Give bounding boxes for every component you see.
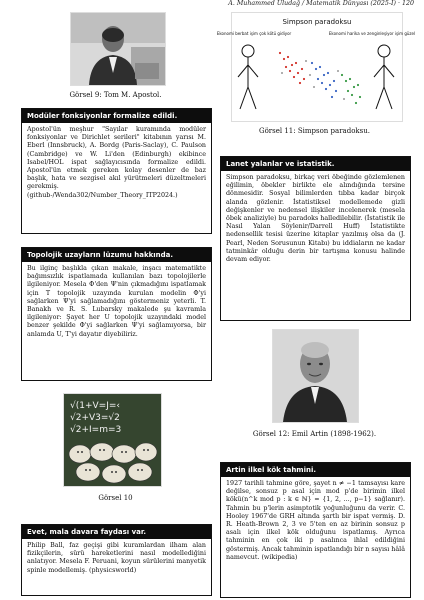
left-speech-bubble: Ekonomi berbat işim çok kötü gidiyor — [216, 31, 292, 36]
ball-box — [21, 524, 212, 596]
apostol-portrait-illustration — [71, 13, 165, 85]
modular-box — [21, 108, 212, 234]
board-line-2: √2+V3=√2 — [70, 413, 120, 423]
sheep-chalkboard-illustration — [64, 394, 161, 486]
board-line-1: √(1+V=J=‹ — [70, 401, 121, 411]
lies-title: Lanet yalanlar ve istatistik. — [221, 157, 410, 171]
apostol-photo — [70, 12, 166, 86]
artin-portrait-illustration — [273, 330, 358, 422]
scatter-cloud — [279, 52, 361, 104]
right-stick-figure — [374, 45, 394, 109]
lies-body: Simpson paradoksu, birkaç veri öbeğinde gözlemlenen eğilimin, öbekler birlikte ele alındığında tersine dönmesidir. Sosyal bilimlerden tıbba kadar birçok alanda gözlenir. İstatistiksel modellemede gizli değişkenler ve nedensel ilişkiler incelenerek (mesela öbek analiziyle) bu paradoks halledilebilir. (İstatistik ile Nasıl Yalan Söylenir/Darrell Huff) İstatistikte nedensellik tesisi üzerine kitaplar yazılmış olsa da (J. Pearl, Neden Sorusunun Kitabı) bu iddiaların ne kadar tatminkâr olduğu derin bir tartışma konusu halinde devam ediyor. — [226, 174, 405, 264]
simpson-paradox-image — [216, 12, 416, 122]
board-line-3: √2+I=m=3 — [70, 425, 122, 435]
lies-box — [220, 156, 411, 321]
simpson-title: Simpson paradoksu — [282, 18, 352, 26]
ball-title: Evet, mala davara faydası var. — [22, 525, 211, 539]
artin-box — [220, 462, 411, 598]
artin-photo — [272, 329, 359, 423]
topology-title: Topolojik uzayların lüzumu hakkında. — [22, 248, 211, 262]
sheep-chalkboard-image — [63, 393, 162, 487]
modular-body: Apostol'ün meşhur "Sayılar kuramında modüler fonksiyonlar ve Dirichlet serileri" kitabının yarısı M. Eberl (Innsbruck), A. Bordg (Paris-Saclay), C. Paulson (Cambridge) ve W. Li'den (Edinburgh) ekibince Isabel/HOL ispat sağlayıcısında formalize edildi. Apostol'ün etmek gereken kolay desenler de baz başlık, hata ve sezgisel akıl yürütmeleri düzeltmeleri gerekmiş. (github-/Wenda302/Number_Theory_ITP2024.) — [27, 126, 206, 199]
running-head: A. Muhammed Uludağ / Matematik Dünyası (2025-I) · 120 — [228, 0, 414, 7]
modular-title: Modüler fonksiyonlar formalize edildi. — [22, 109, 211, 123]
artin-title: Artin ilkel kök tahmini. — [221, 463, 410, 477]
fig10-caption: Görsel 10 — [98, 494, 133, 502]
right-speech-bubble: Ekonomi harika ve zenginleşiyor işim güzel — [328, 31, 416, 36]
topology-box — [21, 247, 212, 381]
fig9-caption: Görsel 9: Tom M. Apostol. — [69, 91, 162, 99]
ball-body: Philip Ball, faz geçişi gibi kuramlardan ilham alan fizikçilerin, sürü hareketlerini nasıl modellediğini anlatıyor. Mesela F. Peruani, koyun sürülerini manyetik spinle modellemiş. (physicsworld) — [27, 542, 206, 574]
artin-body: 1927 tarihli tahmine göre, şayet n ≠ −1 tamsayısı kare değilse, sonsuz p asal için mod p'de birimin ilkel kökü(n^k mod p : k ∈ ℕ} = {1, 2, ..., p−1} sağlanır). Tahmin bu p'lerin asimptotik yoğunluğunu da verir. C. Hooley 1967'de GRH altında şartlı bir ispat vermiş. D. R. Heath-Brown 2, 3 ve 5'ten en az birinin sonsuz p asalı için ilkel kök olduğunu ispatlamış. Ayrıca tahminin en çok iki p asalınca ihlal edildiğini göstermiş. Ancak tahminin ispatlandığı bir n sayısı hâlâ namevcut. (wikipedia) — [226, 480, 405, 561]
fig12-caption: Görsel 12: Emil Artin (1898-1962). — [252, 430, 377, 438]
simpson-paradox-illustration — [216, 13, 416, 121]
fig11-caption: Görsel 11: Simpson paradoksu. — [259, 127, 370, 135]
topology-body: Bu ilginç başlıkla çıkan makale, inşacı matematikte bağımsızlık ispatlamada kullanılan bazı topolojilerle ilgileniyor. Mesela Φ'den Ψ'nin çıkmadığını ispatlamak için T topolojik uzayında kurulan modelin Φ'yi sağlarken Ψ'yi sağlamadığını göstermeniz yeterli. T. Banakh ve R. S. Lubarsky makalede şu kavramla ilgileniyor: Şayet her U topolojik uzayındaki model benzer şekilde Φ'yi sağlarken Ψ'yi sağlamıyorsa, bir anlamda U, T'yi dayatır diyebiliriz. — [27, 265, 206, 338]
left-stick-figure — [238, 45, 258, 109]
